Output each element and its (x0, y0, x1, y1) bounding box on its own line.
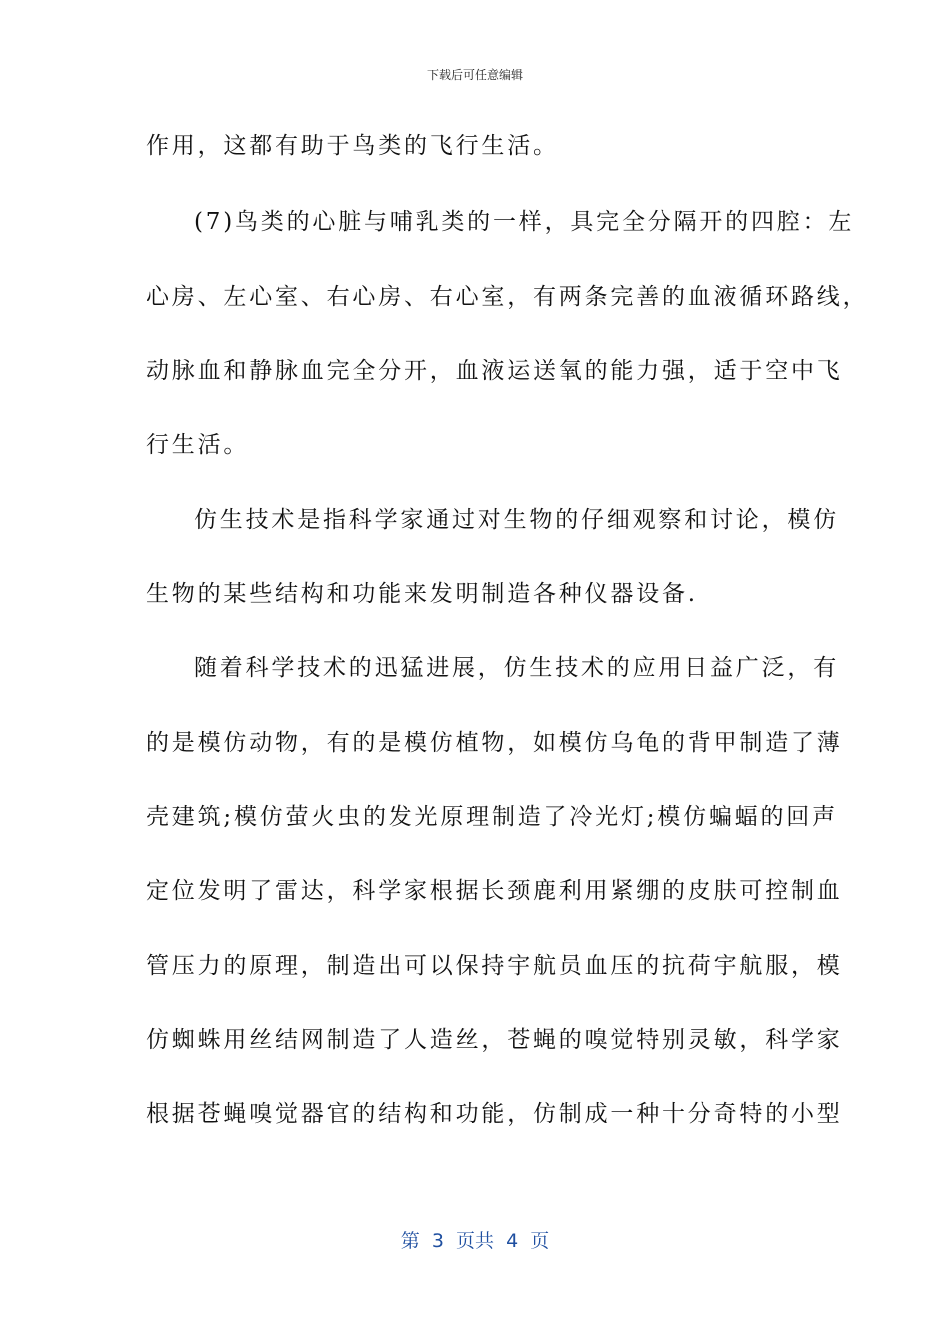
text-line: 仿生技术是指科学家通过对生物的仔细观察和讨论，模仿 (194, 507, 839, 533)
text-line: 管压力的原理，制造出可以保持宇航员血压的抗荷宇航服，模 (146, 953, 843, 979)
text-line: 行生活。 (146, 432, 250, 458)
text-line: 生物的某些结构和功能来发明制造各种仪器设备. (146, 581, 698, 607)
text-line: 的是模仿动物，有的是模仿植物，如模仿乌龟的背甲制造了薄 (146, 730, 843, 756)
page-number-footer: 第 3 页共 4 页 (400, 1230, 550, 1252)
text-line: 壳建筑;模仿萤火虫的发光原理制造了冷光灯;模仿蝙蝠的回声 (146, 804, 838, 830)
text-line: 作用，这都有助于鸟类的飞行生活。 (146, 133, 559, 159)
text-line: 定位发明了雷达，科学家根据长颈鹿利用紧绷的皮肤可控制血 (146, 878, 843, 904)
text-line: 仿蜘蛛用丝结网制造了人造丝，苍蝇的嗅觉特别灵敏，科学家 (146, 1027, 843, 1053)
text-line: (7)鸟类的心脏与哺乳类的一样，具完全分隔开的四腔：左 (194, 209, 855, 235)
text-line: 心房、左心室、右心房、右心室，有两条完善的血液循环路线， (146, 284, 869, 310)
page-header: 下载后可任意编辑 (426, 68, 523, 82)
text-line: 随着科学技术的迅猛进展，仿生技术的应用日益广泛，有 (194, 655, 839, 681)
text-line: 根据苍蝇嗅觉器官的结构和功能，仿制成一种十分奇特的小型 (146, 1101, 843, 1127)
text-line: 动脉血和静脉血完全分开，血液运送氧的能力强，适于空中飞 (146, 358, 843, 384)
